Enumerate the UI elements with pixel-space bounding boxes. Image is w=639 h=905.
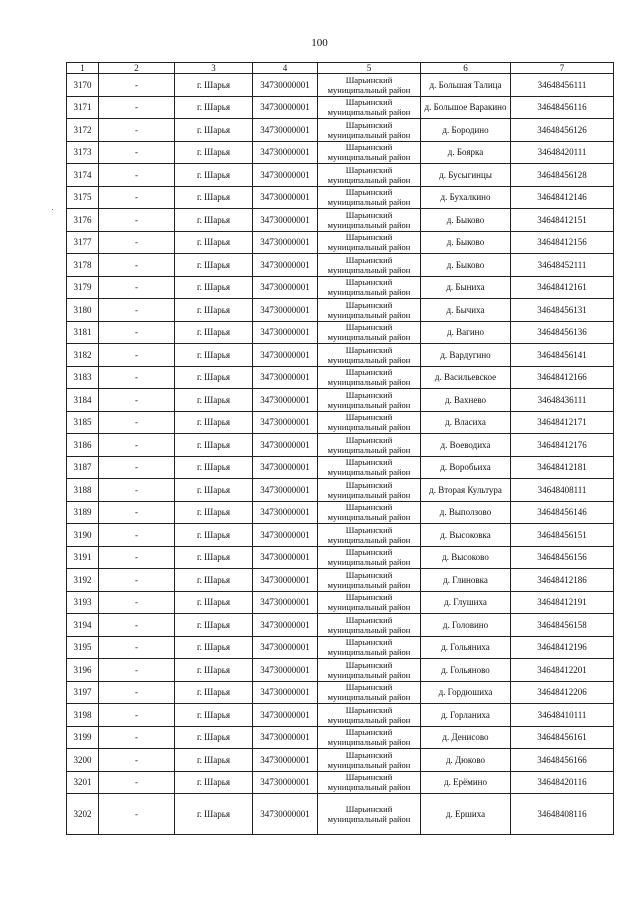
row-number-cell: 3179: [67, 276, 99, 299]
oktmo-code-cell: 34648412191: [511, 591, 614, 614]
oktmo-code-cell: 34648412186: [511, 569, 614, 592]
okato-code-cell: 34730000001: [253, 546, 318, 569]
okato-code-cell: 34730000001: [253, 749, 318, 772]
municipality-cell: Шарьинский муниципальный район: [318, 614, 421, 637]
settlement-cell: д. Бухалкино: [421, 186, 511, 209]
table-row: [67, 254, 614, 277]
municipality-cell: Шарьинский муниципальный район: [318, 344, 421, 367]
oktmo-code-cell: 34648456136: [511, 321, 614, 344]
table-row: [67, 524, 614, 547]
row-number-cell: 3175: [67, 186, 99, 209]
column-2-cell: -: [99, 726, 175, 749]
oktmo-code-cell: 34648412151: [511, 209, 614, 232]
oktmo-code-cell: 34648412206: [511, 681, 614, 704]
municipality-cell: Шарьинский муниципальный район: [318, 119, 421, 142]
settlement-cell: д. Денисово: [421, 726, 511, 749]
row-number-cell: 3190: [67, 524, 99, 547]
column-2-cell: -: [99, 659, 175, 682]
table-row: [67, 276, 614, 299]
column-2-cell: -: [99, 524, 175, 547]
row-number-cell: 3183: [67, 366, 99, 389]
municipality-cell: Шарьинский муниципальный район: [318, 254, 421, 277]
okato-code-cell: 34730000001: [253, 479, 318, 502]
row-number-cell: 3171: [67, 96, 99, 119]
settlement-cell: д. Большая Талица: [421, 74, 511, 97]
okato-code-cell: 34730000001: [253, 636, 318, 659]
table-row: [67, 479, 614, 502]
okato-code-cell: 34730000001: [253, 704, 318, 727]
row-number-cell: 3185: [67, 411, 99, 434]
settlement-cell: д. Глиновка: [421, 569, 511, 592]
settlement-cell: д. Горланиха: [421, 704, 511, 727]
okato-code-cell: 34730000001: [253, 501, 318, 524]
row-number-cell: 3191: [67, 546, 99, 569]
settlement-cell: д. Гольяново: [421, 659, 511, 682]
column-2-cell: -: [99, 119, 175, 142]
column-header: 6: [421, 63, 511, 74]
table-header-row: [67, 63, 614, 74]
column-2-cell: -: [99, 186, 175, 209]
city-cell: г. Шарья: [175, 344, 253, 367]
oktmo-code-cell: 34648456166: [511, 749, 614, 772]
city-cell: г. Шарья: [175, 74, 253, 97]
column-header: 1: [67, 63, 99, 74]
row-number-cell: 3194: [67, 614, 99, 637]
row-number-cell: 3192: [67, 569, 99, 592]
row-number-cell: 3200: [67, 749, 99, 772]
okato-code-cell: 34730000001: [253, 254, 318, 277]
column-header: 2: [99, 63, 175, 74]
row-number-cell: 3201: [67, 771, 99, 794]
city-cell: г. Шарья: [175, 479, 253, 502]
oktmo-code-cell: 34648412176: [511, 434, 614, 457]
column-2-cell: -: [99, 546, 175, 569]
city-cell: г. Шарья: [175, 794, 253, 835]
row-number-cell: 3193: [67, 591, 99, 614]
settlement-cell: д. Быниха: [421, 276, 511, 299]
okato-code-cell: 34730000001: [253, 614, 318, 637]
settlement-cell: д. Высоковка: [421, 524, 511, 547]
settlement-cell: д. Васильевское: [421, 366, 511, 389]
scan-speck: [52, 209, 53, 210]
settlement-cell: д. Быково: [421, 209, 511, 232]
okato-code-cell: 34730000001: [253, 681, 318, 704]
city-cell: г. Шарья: [175, 546, 253, 569]
city-cell: г. Шарья: [175, 659, 253, 682]
okato-code-cell: 34730000001: [253, 141, 318, 164]
municipality-cell: Шарьинский муниципальный район: [318, 186, 421, 209]
oktmo-code-cell: 34648456128: [511, 164, 614, 187]
table-row: [67, 591, 614, 614]
table-row: [67, 209, 614, 232]
settlement-cell: д. Выползово: [421, 501, 511, 524]
oktmo-code-cell: 34648456131: [511, 299, 614, 322]
row-number-cell: 3182: [67, 344, 99, 367]
okato-code-cell: 34730000001: [253, 389, 318, 412]
column-header: 5: [318, 63, 421, 74]
column-2-cell: -: [99, 771, 175, 794]
municipality-cell: Шарьинский муниципальный район: [318, 704, 421, 727]
okato-code-cell: 34730000001: [253, 434, 318, 457]
column-2-cell: -: [99, 389, 175, 412]
settlement-cell: д. Воеводиха: [421, 434, 511, 457]
city-cell: г. Шарья: [175, 209, 253, 232]
city-cell: г. Шарья: [175, 614, 253, 637]
oktmo-code-cell: 34648456146: [511, 501, 614, 524]
okato-code-cell: 34730000001: [253, 726, 318, 749]
settlement-cell: д. Большое Варакино: [421, 96, 511, 119]
oktmo-code-cell: 34648436111: [511, 389, 614, 412]
city-cell: г. Шарья: [175, 501, 253, 524]
okato-code-cell: 34730000001: [253, 119, 318, 142]
okato-code-cell: 34730000001: [253, 366, 318, 389]
city-cell: г. Шарья: [175, 164, 253, 187]
column-2-cell: -: [99, 344, 175, 367]
column-2-cell: -: [99, 231, 175, 254]
row-number-cell: 3199: [67, 726, 99, 749]
table-row: [67, 681, 614, 704]
city-cell: г. Шарья: [175, 321, 253, 344]
table-row: [67, 119, 614, 142]
settlement-cell: д. Вардугино: [421, 344, 511, 367]
settlement-cell: д. Гордюшиха: [421, 681, 511, 704]
column-2-cell: -: [99, 434, 175, 457]
city-cell: г. Шарья: [175, 141, 253, 164]
table-row: [67, 434, 614, 457]
row-number-cell: 3187: [67, 456, 99, 479]
okato-code-cell: 34730000001: [253, 591, 318, 614]
municipality-cell: Шарьинский муниципальный район: [318, 276, 421, 299]
table-row: [67, 704, 614, 727]
oktmo-code-cell: 34648456161: [511, 726, 614, 749]
row-number-cell: 3202: [67, 794, 99, 835]
city-cell: г. Шарья: [175, 591, 253, 614]
column-2-cell: -: [99, 591, 175, 614]
okato-code-cell: 34730000001: [253, 299, 318, 322]
city-cell: г. Шарья: [175, 749, 253, 772]
municipality-cell: Шарьинский муниципальный район: [318, 501, 421, 524]
oktmo-code-cell: 34648410111: [511, 704, 614, 727]
table-row: [67, 299, 614, 322]
municipality-cell: Шарьинский муниципальный район: [318, 569, 421, 592]
column-2-cell: -: [99, 74, 175, 97]
settlement-cell: д. Бусыгинцы: [421, 164, 511, 187]
okato-code-cell: 34730000001: [253, 411, 318, 434]
municipality-cell: Шарьинский муниципальный район: [318, 366, 421, 389]
city-cell: г. Шарья: [175, 704, 253, 727]
table-row: [67, 794, 614, 835]
table-row: [67, 546, 614, 569]
column-2-cell: -: [99, 501, 175, 524]
okato-code-cell: 34730000001: [253, 456, 318, 479]
settlement-cell: д. Дюково: [421, 749, 511, 772]
column-2-cell: -: [99, 366, 175, 389]
municipality-cell: Шарьинский муниципальный район: [318, 389, 421, 412]
municipality-cell: Шарьинский муниципальный район: [318, 794, 421, 835]
municipality-cell: Шарьинский муниципальный район: [318, 546, 421, 569]
municipality-cell: Шарьинский муниципальный район: [318, 411, 421, 434]
city-cell: г. Шарья: [175, 299, 253, 322]
okato-code-cell: 34730000001: [253, 164, 318, 187]
table-row: [67, 659, 614, 682]
okato-code-cell: 34730000001: [253, 344, 318, 367]
column-2-cell: -: [99, 411, 175, 434]
okato-code-cell: 34730000001: [253, 96, 318, 119]
table-row: [67, 141, 614, 164]
table-row: [67, 186, 614, 209]
column-header: 3: [175, 63, 253, 74]
settlement-cell: д. Вахнево: [421, 389, 511, 412]
city-cell: г. Шарья: [175, 569, 253, 592]
city-cell: г. Шарья: [175, 456, 253, 479]
city-cell: г. Шарья: [175, 389, 253, 412]
oktmo-code-cell: 34648412181: [511, 456, 614, 479]
row-number-cell: 3184: [67, 389, 99, 412]
municipality-cell: Шарьинский муниципальный район: [318, 164, 421, 187]
okato-code-cell: 34730000001: [253, 524, 318, 547]
table-row: [67, 411, 614, 434]
municipality-cell: Шарьинский муниципальный район: [318, 299, 421, 322]
municipality-cell: Шарьинский муниципальный район: [318, 681, 421, 704]
oktmo-code-cell: 34648420111: [511, 141, 614, 164]
city-cell: г. Шарья: [175, 681, 253, 704]
row-number-cell: 3196: [67, 659, 99, 682]
settlement-cell: д. Вагино: [421, 321, 511, 344]
city-cell: г. Шарья: [175, 186, 253, 209]
settlement-cell: д. Бородино: [421, 119, 511, 142]
table-row: [67, 231, 614, 254]
row-number-cell: 3186: [67, 434, 99, 457]
row-number-cell: 3170: [67, 74, 99, 97]
city-cell: г. Шарья: [175, 119, 253, 142]
city-cell: г. Шарья: [175, 726, 253, 749]
settlement-cell: д. Высоково: [421, 546, 511, 569]
oktmo-code-cell: 34648456141: [511, 344, 614, 367]
table-row: [67, 344, 614, 367]
city-cell: г. Шарья: [175, 254, 253, 277]
column-2-cell: -: [99, 569, 175, 592]
oktmo-code-cell: 34648412201: [511, 659, 614, 682]
settlement-cell: д. Боярка: [421, 141, 511, 164]
oktmo-code-cell: 34648412166: [511, 366, 614, 389]
column-2-cell: -: [99, 321, 175, 344]
row-number-cell: 3198: [67, 704, 99, 727]
oktmo-code-cell: 34648456156: [511, 546, 614, 569]
column-2-cell: -: [99, 141, 175, 164]
row-number-cell: 3188: [67, 479, 99, 502]
okato-code-cell: 34730000001: [253, 794, 318, 835]
oktmo-code-cell: 34648412146: [511, 186, 614, 209]
settlement-cell: д. Вторая Культура: [421, 479, 511, 502]
table-row: [67, 726, 614, 749]
column-2-cell: -: [99, 479, 175, 502]
city-cell: г. Шарья: [175, 366, 253, 389]
row-number-cell: 3177: [67, 231, 99, 254]
city-cell: г. Шарья: [175, 96, 253, 119]
okato-code-cell: 34730000001: [253, 186, 318, 209]
municipality-cell: Шарьинский муниципальный район: [318, 726, 421, 749]
settlement-registry-table: [66, 62, 614, 835]
oktmo-code-cell: 34648412161: [511, 276, 614, 299]
table-row: [67, 96, 614, 119]
oktmo-code-cell: 34648412171: [511, 411, 614, 434]
column-header: 4: [253, 63, 318, 74]
municipality-cell: Шарьинский муниципальный район: [318, 479, 421, 502]
table-row: [67, 771, 614, 794]
column-2-cell: -: [99, 704, 175, 727]
settlement-cell: д. Ершиха: [421, 794, 511, 835]
municipality-cell: Шарьинский муниципальный район: [318, 321, 421, 344]
oktmo-code-cell: 34648456111: [511, 74, 614, 97]
settlement-cell: д. Власиха: [421, 411, 511, 434]
settlement-cell: д. Воробьиха: [421, 456, 511, 479]
column-2-cell: -: [99, 299, 175, 322]
table-row: [67, 74, 614, 97]
municipality-cell: Шарьинский муниципальный район: [318, 74, 421, 97]
column-2-cell: -: [99, 164, 175, 187]
column-2-cell: -: [99, 636, 175, 659]
municipality-cell: Шарьинский муниципальный район: [318, 141, 421, 164]
page-number: 100: [311, 37, 328, 49]
okato-code-cell: 34730000001: [253, 209, 318, 232]
row-number-cell: 3174: [67, 164, 99, 187]
column-2-cell: -: [99, 681, 175, 704]
city-cell: г. Шарья: [175, 524, 253, 547]
column-2-cell: -: [99, 209, 175, 232]
row-number-cell: 3195: [67, 636, 99, 659]
row-number-cell: 3178: [67, 254, 99, 277]
table-row: [67, 164, 614, 187]
municipality-cell: Шарьинский муниципальный район: [318, 456, 421, 479]
city-cell: г. Шарья: [175, 771, 253, 794]
settlement-cell: д. Быково: [421, 231, 511, 254]
table-row: [67, 636, 614, 659]
column-header: 7: [511, 63, 614, 74]
row-number-cell: 3197: [67, 681, 99, 704]
oktmo-code-cell: 34648420116: [511, 771, 614, 794]
oktmo-code-cell: 34648452111: [511, 254, 614, 277]
settlement-cell: д. Гольяниха: [421, 636, 511, 659]
table-row: [67, 366, 614, 389]
table-row: [67, 614, 614, 637]
column-2-cell: -: [99, 456, 175, 479]
okato-code-cell: 34730000001: [253, 569, 318, 592]
oktmo-code-cell: 34648456151: [511, 524, 614, 547]
okato-code-cell: 34730000001: [253, 659, 318, 682]
municipality-cell: Шарьинский муниципальный район: [318, 231, 421, 254]
column-2-cell: -: [99, 276, 175, 299]
city-cell: г. Шарья: [175, 231, 253, 254]
oktmo-code-cell: 34648412156: [511, 231, 614, 254]
okato-code-cell: 34730000001: [253, 74, 318, 97]
settlement-cell: д. Бычиха: [421, 299, 511, 322]
table-row: [67, 321, 614, 344]
oktmo-code-cell: 34648456158: [511, 614, 614, 637]
oktmo-code-cell: 34648408116: [511, 794, 614, 835]
oktmo-code-cell: 34648456116: [511, 96, 614, 119]
column-2-cell: -: [99, 96, 175, 119]
okato-code-cell: 34730000001: [253, 231, 318, 254]
settlement-cell: д. Глушиха: [421, 591, 511, 614]
okato-code-cell: 34730000001: [253, 771, 318, 794]
municipality-cell: Шарьинский муниципальный район: [318, 771, 421, 794]
city-cell: г. Шарья: [175, 411, 253, 434]
settlement-cell: д. Головино: [421, 614, 511, 637]
municipality-cell: Шарьинский муниципальный район: [318, 636, 421, 659]
table-row: [67, 389, 614, 412]
city-cell: г. Шарья: [175, 276, 253, 299]
oktmo-code-cell: 34648412196: [511, 636, 614, 659]
row-number-cell: 3180: [67, 299, 99, 322]
column-2-cell: -: [99, 254, 175, 277]
row-number-cell: 3176: [67, 209, 99, 232]
table-row: [67, 456, 614, 479]
settlement-cell: д. Быково: [421, 254, 511, 277]
city-cell: г. Шарья: [175, 636, 253, 659]
municipality-cell: Шарьинский муниципальный район: [318, 591, 421, 614]
table-body: [67, 74, 614, 835]
municipality-cell: Шарьинский муниципальный район: [318, 749, 421, 772]
column-2-cell: -: [99, 614, 175, 637]
row-number-cell: 3172: [67, 119, 99, 142]
row-number-cell: 3181: [67, 321, 99, 344]
municipality-cell: Шарьинский муниципальный район: [318, 524, 421, 547]
okato-code-cell: 34730000001: [253, 276, 318, 299]
table-row: [67, 569, 614, 592]
column-2-cell: -: [99, 749, 175, 772]
municipality-cell: Шарьинский муниципальный район: [318, 96, 421, 119]
oktmo-code-cell: 34648408111: [511, 479, 614, 502]
oktmo-code-cell: 34648456126: [511, 119, 614, 142]
table-row: [67, 749, 614, 772]
municipality-cell: Шарьинский муниципальный район: [318, 209, 421, 232]
city-cell: г. Шарья: [175, 434, 253, 457]
table-row: [67, 501, 614, 524]
municipality-cell: Шарьинский муниципальный район: [318, 434, 421, 457]
column-2-cell: -: [99, 794, 175, 835]
settlement-cell: д. Ерёмино: [421, 771, 511, 794]
row-number-cell: 3173: [67, 141, 99, 164]
municipality-cell: Шарьинский муниципальный район: [318, 659, 421, 682]
row-number-cell: 3189: [67, 501, 99, 524]
okato-code-cell: 34730000001: [253, 321, 318, 344]
